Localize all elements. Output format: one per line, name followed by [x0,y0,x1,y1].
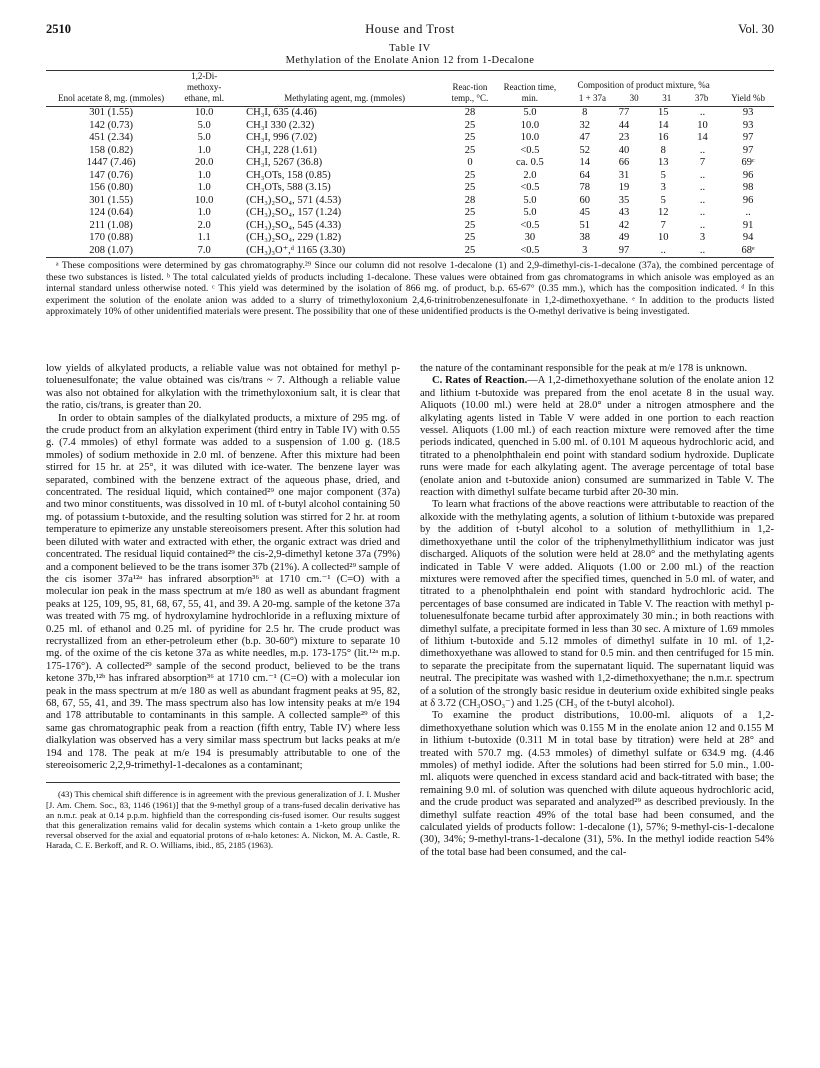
table-label: Table IV [389,43,431,54]
cell-comp-3: 8 [660,144,666,156]
cell-comp-1: 52 [579,144,590,156]
footnote-text: ᵃ These compositions were determined by gas chromatography.²⁹ Since our column did not resolve 1-decalone (1) and 2,9-dimethyl-cis-1-decalone (37a), the combined percentage of these two substances is listed. ᵇ The total calculated yields of products including 1-decalone. These values were obtained from gas chromatograms in which anisole was employed as an internal standard unless otherwise noted. ᶜ This yield was determined by the isolation of 866 mg. of product, b.p. 65-67° (0.35 mm.), which has the composition indicated. ᵈ In this experiment the solution of the enolate anion was added to a slurry of trimethyloxonium 2,4,6-trinitrobenzenesulfonate in 1,2-dimethoxyethane. ᵉ In addition to the products listed approximately 10% of other unidentified materials were present. The possibility that one of these unidentified products is the O-methyl derivative is being investigated. [46,260,774,318]
cell-comp-2: 66 [618,157,630,168]
cell-dimethoxyethane: 1.0 [197,169,211,181]
cell-comp-1: 47 [579,132,590,143]
section-subhead: C. Rates of Reaction. [432,375,528,387]
cell-time: <0.5 [495,245,565,258]
cell-dimethoxyethane: 5.0 [197,132,211,143]
cell-enol-acetate: 147 (0.76) [89,169,134,181]
cell-comp-2: 19 [618,182,630,193]
cell-comp-2: 31 [618,169,630,181]
reference-43-text: (43) This chemical shift difference is in agreement with the previous generalization of J. I. Musher [J. Am. Chem. Soc., 83, 1146 (1961)] that the 9-methyl group of a trans-fused decalin derivative has an n.m.r. peak at 0.14 p.p.m. highfield than the corresponding cis-fused isomer. Our results suggest that this generalization remains valid for decalin systems which contain a 1-keto group unlike the reversal observed for the axial and equatorial protons of α-halo ketones: A. Nickon, M. A. Castle, R. Harada, C. E. Berkoff, and R. O. Williams, ibid., 85, 2185 (1963). [46,789,400,851]
cell-comp-2: 23 [618,132,630,143]
table-row [46,157,774,170]
header-comp-2: 30 [629,93,639,103]
cell-dimethoxyethane: 2.0 [197,219,211,231]
table-row [46,207,774,220]
cell-enol-acetate: 451 (2.34) [89,132,134,143]
left-column [46,363,400,859]
cell-comp-4: .. [699,169,706,181]
header-comp-3: 31 [662,93,672,103]
body-columns [46,363,774,859]
cell-yield: 96 [742,194,754,206]
cell-time: <0.5 [520,219,540,231]
cell-yield: 96 [742,169,754,181]
cell-comp-1: 78 [579,182,590,193]
cell-comp-3: 10 [658,232,669,243]
cell-temp: 25 [464,219,476,231]
cell-methylating-agent: CH₃I, 996 (7.02) [246,132,317,143]
cell-comp-3: 7 [660,219,666,231]
cell-time: 10.0 [520,132,540,143]
cell-temp: 25 [445,245,495,258]
cell-dimethoxyethane: 1.0 [197,207,211,218]
cell-yield: 97 [742,144,754,156]
cell-enol-acetate: 142 (0.73) [89,119,134,131]
table-row [46,145,774,158]
header-composition-title: Composition of product mixture, %a [577,80,710,90]
cell-methylating-agent: (CH₃)₃O⁺,ᵈ 1165 (3.30) [232,245,445,258]
cell-comp-3: 16 [658,132,669,143]
cell-dimethoxyethane: 1.0 [197,182,211,193]
cell-comp-4: 3 [699,232,706,243]
cell-comp-4: 14 [697,132,708,143]
cell-enol-acetate: 301 (1.55) [89,107,134,118]
cell-comp-2: 77 [618,107,630,118]
methylation-table [46,70,774,258]
header-comp-1: 1 + 37a [578,93,606,103]
cell-methylating-agent: (CH₃)₂SO₄, 229 (1.82) [246,232,342,243]
table-row [46,132,774,145]
cell-time: <0.5 [520,144,540,156]
cell-comp-3: 5 [660,194,666,206]
cell-methylating-agent: CH₃I, 5267 (36.8) [246,157,323,168]
cell-yield: 68ᵉ [722,245,774,258]
cell-enol-acetate: 1447 (7.46) [86,157,136,168]
right-paragraph-3: To learn what fractions of the above reactions were attributable to reaction of the alkoxide with the methylating agents, a solution of lithium t-butoxide was prepared by the addition of t-butyl alcohol to a solution of methyllithium in 1,2-dimethoxyethane until the color of the triphenylmethyllithium indicator was just discharged. Aliquots of the solution were held at 28.0° and the methylating agents indicated in Table V were added. Aliquots (1.00 or 2.00 ml.) of the reaction mixtures were removed after the specified times, quenched in 5.0 ml. of water, and titrated to a phenolphthalein end point with standard hydrochloric acid. The percentages of base consumed are indicated in Table V. The reaction with methyl p-toluenesulfonate became turbid after approximately 30 min.; in both reactions with dimethyl sulfate, a precipitate formed in less than 30 sec. A mixture of 1.69 mmoles of lithium t-butoxide and 5.12 mmoles of dimethyl sulfate in 10 ml. of 1,2-dimethoxyethane was allowed to stand for 0.5 min. and then centrifuged for 15 min. to separate the precipitate from the supernatant liquid. The supernatant liquid was neutral. The precipitate was washed with 1,2-dimethoxyethane; the n.m.r. spectrum of a solution of the strongly basic residue in deuterium oxide exhibited single peaks at δ 3.72 (CH₃OSO₃⁻) and 1.25 (CH₃ of the t-butyl alcohol). [420,499,774,709]
reference-note-43 [46,782,400,850]
cell-enol-acetate: 124 (0.64) [89,207,134,218]
table-footnotes [46,260,774,318]
cell-comp-1: 60 [579,194,590,206]
cell-comp-1: 38 [579,232,590,243]
cell-comp-4: .. [699,107,706,118]
cell-methylating-agent: CH₃OTs, 158 (0.85) [246,169,331,181]
cell-time: 5.0 [523,107,537,118]
table-row [46,220,774,233]
left-paragraph-2: In order to obtain samples of the dialkylated products, a mixture of 295 mg. of the crude product from an alkylation experiment (third entry in Table IV) with 0.55 g. (7.4 mmoles) of ethyl formate was added to a suspension of 1.00 g. (18.5 mmoles) of sodium methoxide in 2.0 ml. of benzene. After this mixture had been stirred for 15 hr. at 25°, it was diluted with ice-water. The benzene layer was separated, combined with the benzene extract of the aqueous phase, dried, and concentrated. The residual liquid, which contained²⁹ one major component (37a) and two minor constituents, was dissolved in 10 ml. of t-butyl alcohol containing 50 mg. of potassium t-butoxide, and the resulting solution was stirred for 2 hr. at room temperature to epimerize any unstable stereoisomers present. After this solution had been diluted with water and extracted with ether, the organic extract was dried and concentrated. The residual liquid contained²⁹ the cis-2,9-dimethyl ketone 37a (79%) and a component believed to be the trans isomer 37b (21%). A collected²⁹ sample of the cis isomer 37a¹²ᵃ has infrared absorption³⁶ at 1710 cm.⁻¹ (C=O) with a molecular ion peak in the mass spectrum at m/e 180 as well as abundant fragment peaks at 125, 109, 95, 81, 68, 67, 55, 41, and 39. A 20-mg. sample of the ketone 37a was treated with 75 mg. of hydroxylamine hydrochloride in a refluxing mixture of 0.25 ml. of ethanol and 0.25 ml. of pyridine for 2.5 hr. The crude product was recrystallized from an ether-petroleum ether (b.p. 30-60°) mixture to separate 10 mg. of the oxime of the cis ketone 37a as white needles, m.p. 173-175° (lit.¹²ᵃ m.p. 175-176°). A collected²⁹ sample of the second product, believed to be the trans ketone 37b,¹²ᵇ has infrared absorption³⁶ at 1710 cm.⁻¹ (C=O) with a molecular ion peak in the mass spectrum at m/e 180 as well as abundant fragment peaks at 95, 82, 68, 67, 55, 41, and 39. The mass spectrum also has low intensity peaks at m/e 194 and 178 attributable to contaminants in this sample. A collected sample²⁹ of this same gas chromatographic peak from a reaction (fifth entry, Table IV) where less dialkylation was observed has a very similar mass spectrum but lacks peaks at m/e 194 and 178. The peak at m/e 194 is presumably attributable to one of the stereoisomeric 2,2,9-trimethyl-1-decalones as a contaminant; [46,412,400,771]
cell-comp-4: .. [683,245,722,258]
header-composition [565,71,722,107]
cell-methylating-agent: CH₃I, 228 (1.61) [246,144,317,156]
table-row [46,245,774,258]
table-body [46,107,774,258]
cell-dimethoxyethane: 20.0 [195,157,214,168]
cell-comp-4: 10 [697,119,708,131]
cell-comp-2: 42 [618,219,630,231]
cell-enol-acetate: 156 (0.80) [89,182,134,193]
cell-comp-3: 14 [658,119,669,131]
cell-enol-acetate: 158 (0.82) [89,144,134,156]
cell-enol-acetate: 170 (0.88) [89,232,134,243]
cell-time: 30 [524,232,536,243]
cell-comp-4: .. [699,219,706,231]
cell-methylating-agent: (CH₃)₂SO₄, 545 (4.33) [246,219,342,231]
cell-comp-1: 3 [565,245,604,258]
cell-time: 5.0 [523,207,537,218]
section-text: —A 1,2-dimethoxyethane solution of the enolate anion 12 and lithium t-butoxide was prepared from the enol acetate 8 in the usual way. Aliquots (10.00 ml.) were held at 28.0° under a nitrogen atmosphere and the alkylating agents listed in Table V were added in one portion to each reaction vessel. Aliquots (1.00 ml.) of each reaction mixture were removed after the time periods indicated, quenched in 5.00 ml. of 0.101 M aqueous hydrochloric acid, and titrated to a phenolphthalein end point with standard sodium hydroxide. Duplicate runs were made for each alkylating agent. The average percentage of total base (enolate anion and t-butoxide anion) consumed are summarized in Table V. The reaction with dimethyl sulfate became turbid after 20-30 min. [420,375,774,499]
cell-yield: 98 [742,182,754,193]
cell-dimethoxyethane: 1.1 [197,232,211,243]
cell-yield: 94 [742,232,754,243]
cell-comp-4: .. [699,194,706,206]
cell-time: ca. 0.5 [516,157,544,168]
composition-subheaders [567,93,720,104]
cell-comp-2: 43 [618,207,630,218]
cell-temp: 0 [467,157,473,168]
running-head [46,22,774,38]
cell-comp-3: 5 [660,169,666,181]
cell-time: 2.0 [523,169,537,181]
cell-comp-2: 97 [604,245,643,258]
cell-comp-4: .. [699,182,706,193]
right-paragraph-1: the nature of the contaminant responsible for the peak at m/e 178 is unknown. [420,363,748,374]
page [46,22,774,318]
cell-temp: 25 [464,144,476,156]
cell-comp-3: 3 [660,182,666,193]
header-enol-acetate: Enol acetate 8, mg. (mmoles) [46,71,176,107]
right-paragraph-4: To examine the product distributions, 10.00-ml. aliquots of a 1,2-dimethoxyethane solution which was 0.155 M in the enolate anion 12 and 0.155 M in lithium t-butoxide (0.311 M in total base by titration) were held at 28° and treated with 570.7 mg. (4.53 mmoles) of dimethyl sulfate or 634.9 mg. (4.46 mmoles) of methyl iodide. After the solutions had been stirred for 5.0 min., 1.00-ml. aliquots were quenched in excess standard acid and back-titrated with base; the remaining 9.0 ml. of solution was quenched with dilute aqueous hydrochloric acid, and the crude product was separated and analyzed²⁹ as described previously. In the dimethyl sulfate reaction 49% of the total base had been consumed, and the calculated yields of products follow: 1-decalone (1), 57%; 9-methyl-cis-1-decalone (30), 34%; 9-methyl-trans-1-decalone (31), 5%. In the methyl iodide reaction 54% of the total base had been consumed, and the cal- [420,710,774,858]
cell-temp: 25 [464,207,476,218]
table-row [46,107,774,120]
right-column [420,363,774,859]
cell-methylating-agent: CH₃OTs, 588 (3.15) [246,182,331,193]
cell-comp-1: 64 [579,169,590,181]
cell-comp-1: 14 [579,157,590,168]
cell-comp-3: .. [644,245,683,258]
cell-temp: 25 [464,132,476,143]
cell-comp-4: .. [699,207,706,218]
cell-methylating-agent: CH₃I 330 (2.32) [246,119,315,131]
cell-enol-acetate: 208 (1.07) [46,245,176,258]
cell-yield: 93 [742,107,754,118]
cell-enol-acetate: 211 (1.08) [89,219,133,231]
cell-enol-acetate: 301 (1.55) [89,194,134,206]
header-time: Reaction time, min. [495,71,565,107]
cell-methylating-agent: (CH₃)₂SO₄, 157 (1.24) [246,207,342,218]
cell-comp-1: 51 [579,219,590,231]
cell-comp-1: 8 [582,107,588,118]
cell-temp: 25 [464,232,476,243]
cell-comp-2: 49 [618,232,630,243]
cell-yield: 93 [742,119,754,131]
header-comp-4: 37b [694,93,709,103]
header-dimethoxyethane: 1,2-Di-methoxy-ethane, ml. [176,71,232,107]
cell-comp-2: 35 [618,194,630,206]
cell-yield: 91 [742,219,754,231]
left-paragraph-1: low yields of alkylated products, a reliable value was not obtained for methyl p-toluenesulfonate; the value obtained was cis/trans ~ 7. Although a reliable value was also not obtained for alkylation with the trimethyloxonium salt, it is clear that the ratio, cis/trans, is greater than 20. [46,363,400,412]
cell-dimethoxyethane: 10.0 [195,107,214,118]
page-number: 2510 [46,22,71,36]
cell-methylating-agent: CH₃I, 635 (4.46) [246,107,317,118]
table-row [46,182,774,195]
cell-dimethoxyethane: 5.0 [197,119,211,131]
cell-comp-3: 15 [658,107,669,118]
cell-comp-4: 7 [699,157,706,168]
cell-time: <0.5 [520,182,540,193]
cell-temp: 25 [464,182,476,193]
table-row [46,170,774,183]
cell-yield: 97 [742,132,754,143]
cell-methylating-agent: (CH₃)₂SO₄, 571 (4.53) [246,194,342,206]
cell-temp: 25 [464,119,476,131]
table-row [46,195,774,208]
cell-comp-1: 32 [579,119,590,131]
cell-time: 10.0 [520,119,540,131]
volume-label: Vol. 30 [738,22,774,36]
cell-time: 5.0 [523,194,537,206]
cell-comp-4: .. [699,144,706,156]
table-row [46,232,774,245]
header-yield: Yield %b [722,71,774,107]
cell-dimethoxyethane: 7.0 [176,245,232,258]
cell-comp-1: 45 [579,207,590,218]
right-paragraph-2 [420,375,774,499]
table-caption: Methylation of the Enolate Anion 12 from 1-Decalone [285,55,535,66]
cell-yield: .. [745,207,751,218]
header-temp: Reac-tion temp., °C. [445,71,495,107]
cell-comp-2: 40 [618,144,630,156]
cell-temp: 25 [464,169,476,181]
running-title: House and Trost [365,22,455,36]
header-methylating-agent: Methylating agent, mg. (mmoles) [232,71,445,107]
cell-comp-2: 44 [618,119,630,131]
cell-temp: 28 [464,107,476,118]
cell-comp-3: 13 [658,157,669,168]
cell-yield: 69ᶜ [741,157,755,168]
cell-dimethoxyethane: 10.0 [195,194,214,206]
cell-temp: 28 [464,194,476,206]
cell-comp-3: 12 [658,207,669,218]
table-row [46,120,774,133]
cell-dimethoxyethane: 1.0 [197,144,211,156]
